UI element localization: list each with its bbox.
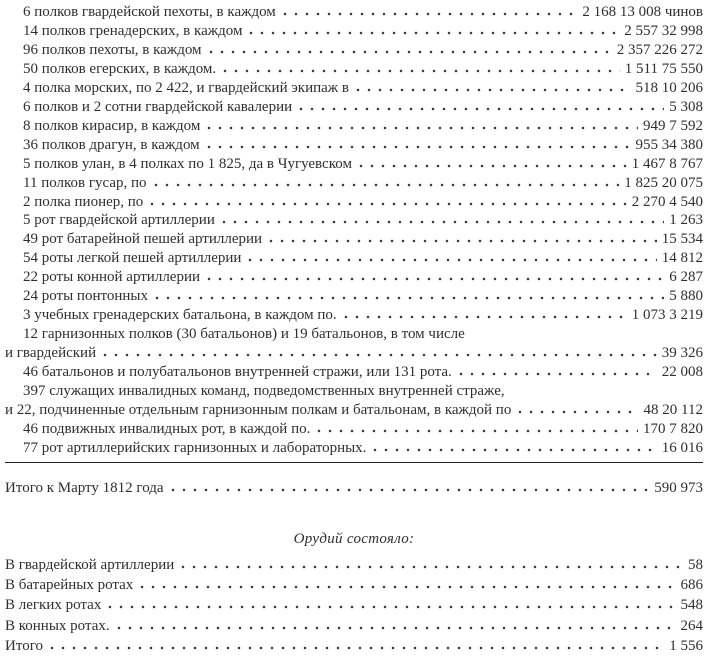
dot-leader <box>181 565 683 569</box>
entry-row <box>5 595 703 615</box>
entry-value: 548 <box>680 597 703 614</box>
entry-row <box>5 287 703 306</box>
entry-row <box>5 136 703 155</box>
entry-row <box>5 344 703 363</box>
dot-leader <box>207 145 631 149</box>
entry-label: 6 полков гвардейской пехоты, в каждом <box>23 4 276 20</box>
entry-value: 1 556 <box>669 638 703 655</box>
entry-value: 1 073 3 219 <box>631 307 703 324</box>
list-item <box>5 382 703 420</box>
entry-row <box>5 401 703 420</box>
dot-leader <box>171 488 650 492</box>
entry-row <box>5 193 703 212</box>
entry-label: 4 полка морских, по 2 422, и гвардейский экипаж в <box>23 79 350 96</box>
entry-value: 48 20 112 <box>643 402 703 419</box>
entry-label: 5 полков улан, в 4 полках по 1 825, да в Чугуевском <box>23 155 352 172</box>
list-item <box>5 636 703 656</box>
dot-leader <box>209 50 612 54</box>
dot-leader <box>50 646 664 650</box>
entry-label: В легких ротах <box>5 597 102 614</box>
entry-label: 5 рот гвардейской артиллерии <box>23 212 215 229</box>
list-item <box>5 22 703 41</box>
list-item <box>5 211 703 230</box>
section-divider <box>5 462 703 463</box>
dot-leader <box>207 126 638 130</box>
entry-pre-line: 397 служащих инвалидных команд, подведомственных внутренней страже, <box>23 383 505 400</box>
dot-leader <box>249 31 619 35</box>
entry-row <box>5 98 703 117</box>
entry-value: 170 7 820 <box>643 420 703 437</box>
entry-row <box>5 60 703 79</box>
entry-row <box>5 420 703 439</box>
entry-value: 1 467 8 767 <box>631 155 703 172</box>
list-item <box>5 155 703 174</box>
entry-label: 8 полков кирасир, в каждом <box>23 117 201 134</box>
dot-leader <box>299 107 664 111</box>
list-item <box>5 117 703 136</box>
entry-value: 1 825 20 075 <box>624 174 703 191</box>
dot-leader <box>356 88 630 92</box>
entry-label: и 22, подчиненные отдельным гарнизонным полкам и батальонам, в каждой по <box>5 402 512 419</box>
entry-value: 5 880 <box>669 288 703 305</box>
entry-row <box>5 363 703 382</box>
entry-label: 49 рот батарейной пешей артиллерии <box>23 231 263 248</box>
entry-label: 46 подвижных инвалидных рот, в каждой по. <box>23 420 311 437</box>
list-item <box>5 98 703 117</box>
entry-label: 11 полков гусар, по <box>23 174 147 191</box>
dot-leader <box>140 585 675 589</box>
dot-leader <box>108 605 675 609</box>
dot-leader <box>154 183 620 187</box>
total-label: Итого к Марту 1812 года <box>5 479 164 496</box>
dot-leader <box>283 12 578 16</box>
dot-leader <box>223 69 620 73</box>
entry-value: 39 326 <box>661 345 703 362</box>
entry-label: 3 учебных гренадерских батальона, в каждом по. <box>23 307 337 324</box>
entry-label: 96 полков пехоты, в каждом <box>23 41 202 58</box>
entry-row <box>5 249 703 268</box>
entry-label: Итого <box>5 638 43 655</box>
total-row <box>5 479 703 498</box>
dot-leader <box>459 372 657 376</box>
list-item <box>5 136 703 155</box>
dot-leader <box>150 202 626 206</box>
dot-leader <box>155 296 664 300</box>
guns-section-heading: Орудий состояло: <box>293 530 415 547</box>
entry-value: 5 308 <box>669 98 703 115</box>
entry-row <box>5 174 703 193</box>
dot-leader <box>373 448 656 452</box>
list-item <box>5 287 703 306</box>
list-item <box>5 41 703 60</box>
dot-leader <box>269 239 657 243</box>
list-item <box>5 230 703 249</box>
army-strength-list <box>5 3 703 458</box>
dot-leader <box>117 626 676 630</box>
list-item <box>5 595 703 615</box>
entry-value: 1 263 <box>669 212 703 229</box>
entry-value: 2 168 13 008 чинов <box>582 4 703 20</box>
list-item <box>5 60 703 79</box>
guns-count-list <box>5 555 703 656</box>
entry-value: 518 10 206 <box>635 79 703 96</box>
list-item <box>5 325 703 363</box>
entry-row <box>5 306 703 325</box>
entry-value: 2 557 32 998 <box>624 22 703 39</box>
entry-value: 2 270 4 540 <box>631 193 703 210</box>
list-item <box>5 575 703 595</box>
entry-value: 955 34 380 <box>635 136 703 153</box>
list-item <box>5 193 703 212</box>
entry-label: 22 роты конной артиллерии <box>23 269 201 286</box>
list-item <box>5 363 703 382</box>
entry-row <box>5 230 703 249</box>
entry-value: 14 812 <box>661 250 703 267</box>
entry-label: В гвардейской артиллерии <box>5 556 175 573</box>
entry-value: 264 <box>680 617 703 634</box>
entry-row <box>5 117 703 136</box>
entry-row <box>5 575 703 595</box>
total-value: 590 973 <box>654 479 703 496</box>
entry-label: 2 полка пионер, по <box>23 193 144 210</box>
list-item <box>5 616 703 636</box>
entry-value: 6 287 <box>669 269 703 286</box>
entry-label: 24 роты понтонных <box>23 288 148 305</box>
entry-pre-line: 12 гарнизонных полков (30 батальонов) и 19 батальонов, в том числе <box>23 326 465 343</box>
entry-label: 46 батальонов и полубатальонов внутренней стражи, или 131 рота. <box>23 364 452 381</box>
entry-row <box>5 155 703 174</box>
entry-label: В батарейных ротах <box>5 577 134 594</box>
entry-label: 77 рот артиллерийских гарнизонных и лабораторных. <box>23 439 367 456</box>
entry-value: 2 357 226 272 <box>616 41 703 58</box>
list-item <box>5 439 703 458</box>
dot-leader <box>103 353 657 357</box>
entry-row <box>5 616 703 636</box>
entry-value: 16 016 <box>661 439 703 456</box>
dot-leader <box>344 315 627 319</box>
list-item <box>5 268 703 287</box>
list-item <box>5 420 703 439</box>
list-item <box>5 555 703 575</box>
dot-leader <box>518 410 638 414</box>
entry-value: 949 7 592 <box>643 117 703 134</box>
entry-row <box>5 439 703 458</box>
entry-label: 36 полков драгун, в каждом <box>23 136 200 153</box>
entry-row <box>5 268 703 287</box>
dot-leader <box>317 429 638 433</box>
entry-label: 14 полков гренадерских, в каждом <box>23 22 243 39</box>
entry-row <box>5 211 703 230</box>
entry-row <box>5 22 703 41</box>
dot-leader <box>207 277 664 281</box>
list-item <box>5 79 703 98</box>
entry-row <box>5 3 703 22</box>
entry-value: 58 <box>688 556 703 573</box>
dot-leader <box>222 220 664 224</box>
entry-label: 54 роты легкой пешей артиллерии <box>23 250 242 267</box>
entry-row <box>5 41 703 60</box>
entry-label: В конных ротах. <box>5 617 110 634</box>
dot-leader <box>248 258 656 262</box>
entry-value: 15 534 <box>661 231 703 248</box>
entry-row <box>5 79 703 98</box>
entry-label: 50 полков егерских, в каждом. <box>23 60 217 77</box>
list-item <box>5 3 703 22</box>
entry-label: 6 полков и 2 сотни гвардейской кавалерии <box>23 98 293 115</box>
list-item <box>5 249 703 268</box>
dot-leader <box>359 164 627 168</box>
entry-row <box>5 636 703 656</box>
entry-label: и гвардейский <box>5 345 97 362</box>
entry-value: 686 <box>680 577 703 594</box>
list-item <box>5 174 703 193</box>
entry-value: 1 511 75 550 <box>624 60 703 77</box>
entry-value: 22 008 <box>661 364 703 381</box>
list-item <box>5 306 703 325</box>
entry-row <box>5 555 703 575</box>
